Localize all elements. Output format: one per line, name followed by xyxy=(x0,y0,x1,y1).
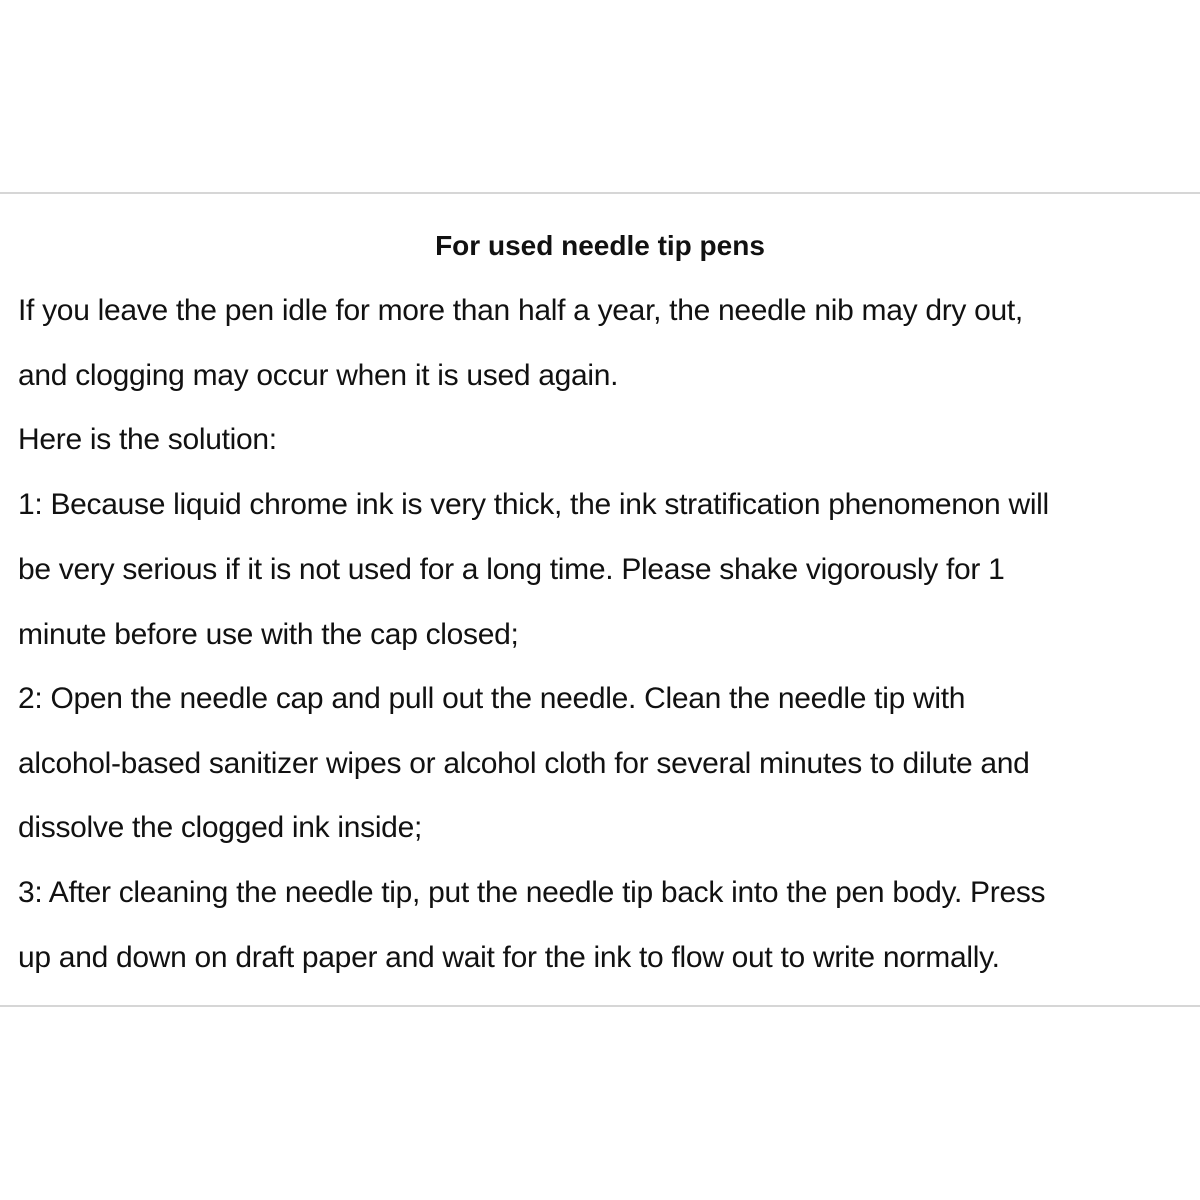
body-line: be very serious if it is not used for a long time. Please shake vigorously for 1 xyxy=(18,553,1005,586)
body-line: 3: After cleaning the needle tip, put the needle tip back into the pen body. Press xyxy=(18,876,1046,909)
body-line: alcohol-based sanitizer wipes or alcohol cloth for several minutes to dilute and xyxy=(18,747,1030,780)
body-line: If you leave the pen idle for more than half a year, the needle nib may dry out, xyxy=(18,294,1023,327)
body-line: 2: Open the needle cap and pull out the needle. Clean the needle tip with xyxy=(18,682,966,715)
body-line: minute before use with the cap closed; xyxy=(18,618,519,651)
body-line: up and down on draft paper and wait for the ink to flow out to write normally. xyxy=(18,941,1000,974)
body-line: 1: Because liquid chrome ink is very thick, the ink stratification phenomenon will xyxy=(18,488,1049,521)
document-title: For used needle tip pens xyxy=(435,230,765,261)
body-line: Here is the solution: xyxy=(18,423,277,456)
top-divider xyxy=(0,192,1200,194)
body-line: dissolve the clogged ink inside; xyxy=(18,811,422,844)
bottom-divider xyxy=(0,1005,1200,1007)
body-line: and clogging may occur when it is used again. xyxy=(18,359,619,392)
